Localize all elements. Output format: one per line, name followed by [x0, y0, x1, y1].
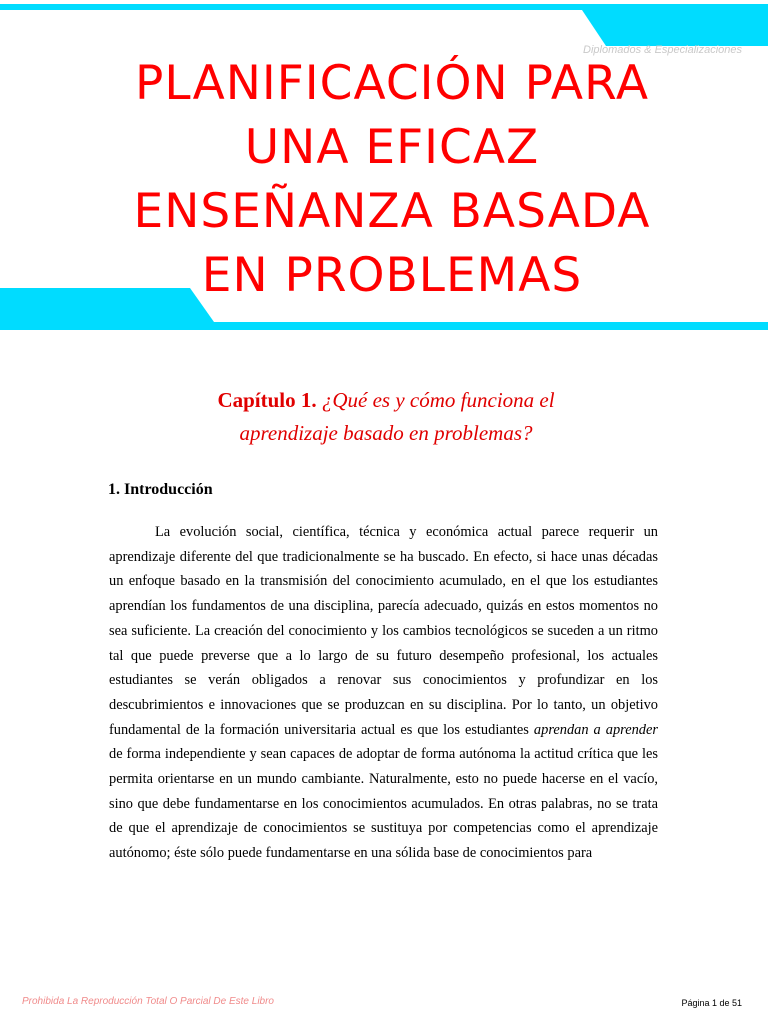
chapter-heading	[0, 384, 768, 450]
title-line: ENSEÑANZA BASADA	[133, 184, 651, 239]
watermark-text: Diplomados & Especializaciones	[583, 44, 742, 56]
paragraph-text: La evolución social, científica, técnica y económica actual parece requerir un aprendizaje diferente del que tradicionalmente se ha buscado. En efecto, si hace unas décadas un enfoque basado en la transmisión del conocimiento acumulado, en el que los estudiantes aprendían los fundamentos de una disciplina, parecía adecuado, quizás en estos momentos no sea suficiente. La creación del conocimiento y los cambios tecnológicos se suceden a un ritmo tal que puede preverse que a lo largo de su futuro desempeño profesional, los actuales estudiantes se verán obligados a renovar sus conocimientos y profundizar en los descubrimientos e innovaciones que se produzcan en su disciplina. Por lo tanto, un objetivo fundamental de la formación universitaria actual es que los estudiantes	[109, 524, 658, 738]
section-heading: 1. Introducción	[108, 481, 213, 498]
footer-notice: Prohibida La Reproducción Total O Parcial De Este Libro	[22, 996, 274, 1007]
document-title	[0, 52, 768, 308]
bottom-accent-band	[0, 322, 768, 330]
title-line: UNA EFICAZ	[244, 120, 540, 175]
chapter-question-line2: aprendizaje basado en problemas?	[239, 421, 533, 445]
top-right-accent-tab	[582, 10, 768, 46]
title-line: EN PROBLEMAS	[201, 248, 583, 303]
chapter-number: Capítulo 1.	[217, 388, 317, 412]
paragraph-emphasis: aprendan a aprender	[533, 721, 658, 738]
paragraph-text: de forma independiente y sean capaces de adoptar de forma autónoma la actitud crítica que les permita orientarse en un mundo cambiante. Naturalmente, esto no puede hacerse en el vacío, sino que debe fundamentarse en los conocimientos acumulados. En otras palabras, no se trata de que el aprendizaje de conocimientos se sustituya por competencias como el aprendizaje autónomo; éste sólo puede fundamentarse en una sólida base de conocimientos para	[109, 746, 658, 862]
top-accent-band	[0, 4, 768, 10]
chapter-question-line1: ¿Qué es y cómo funciona el	[321, 388, 555, 412]
page-number: Página 1 de 51	[681, 998, 742, 1008]
intro-paragraph	[109, 520, 658, 866]
title-line: PLANIFICACIÓN PARA	[135, 56, 649, 111]
